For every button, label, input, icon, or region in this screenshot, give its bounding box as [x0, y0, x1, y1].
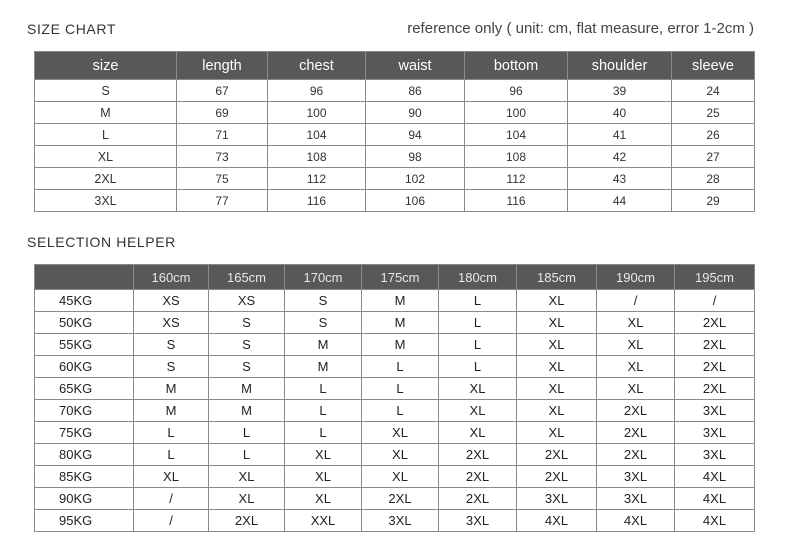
- weight-row-label: 95KG: [35, 510, 134, 532]
- table-cell: XL: [517, 378, 597, 400]
- weight-row-label: 70KG: [35, 400, 134, 422]
- weight-row-label: 80KG: [35, 444, 134, 466]
- table-cell: 2XL: [675, 378, 755, 400]
- height-header: 160cm: [134, 265, 209, 290]
- table-cell: L: [362, 400, 439, 422]
- size-row-label: XL: [35, 146, 177, 168]
- table-cell: XL: [362, 466, 439, 488]
- table-cell: 39: [568, 80, 672, 102]
- size-row-label: 3XL: [35, 190, 177, 212]
- weight-row: [35, 444, 755, 466]
- table-cell: M: [285, 356, 362, 378]
- weight-row: [35, 312, 755, 334]
- table-cell: S: [209, 356, 285, 378]
- table-cell: 98: [366, 146, 465, 168]
- table-cell: XL: [517, 290, 597, 312]
- size-row: [35, 190, 755, 212]
- table-cell: 4XL: [517, 510, 597, 532]
- table-cell: 29: [672, 190, 755, 212]
- table-cell: L: [134, 422, 209, 444]
- table-cell: XL: [209, 466, 285, 488]
- table-cell: XL: [517, 422, 597, 444]
- table-cell: M: [134, 400, 209, 422]
- table-cell: 27: [672, 146, 755, 168]
- table-cell: 116: [465, 190, 568, 212]
- table-cell: 3XL: [675, 400, 755, 422]
- table-cell: /: [134, 488, 209, 510]
- table-cell: 2XL: [675, 334, 755, 356]
- table-cell: L: [285, 400, 362, 422]
- table-cell: XL: [517, 334, 597, 356]
- weight-row: [35, 422, 755, 444]
- weight-row-label: 60KG: [35, 356, 134, 378]
- corner-cell: [35, 265, 134, 290]
- table-cell: /: [675, 290, 755, 312]
- table-cell: 4XL: [675, 510, 755, 532]
- table-cell: 112: [465, 168, 568, 190]
- column-header: bottom: [465, 52, 568, 80]
- size-row-label: S: [35, 80, 177, 102]
- table-cell: 2XL: [675, 312, 755, 334]
- size-row: [35, 80, 755, 102]
- table-cell: M: [285, 334, 362, 356]
- table-cell: 40: [568, 102, 672, 124]
- size-chart-table: [34, 51, 755, 212]
- height-header: 190cm: [597, 265, 675, 290]
- size-row: [35, 146, 755, 168]
- table-cell: /: [134, 510, 209, 532]
- column-header: waist: [366, 52, 465, 80]
- table-cell: 100: [268, 102, 366, 124]
- selection-helper-table: [34, 264, 755, 532]
- table-cell: 96: [268, 80, 366, 102]
- table-cell: 3XL: [597, 488, 675, 510]
- table-cell: M: [134, 378, 209, 400]
- weight-row-label: 90KG: [35, 488, 134, 510]
- table-cell: 3XL: [597, 466, 675, 488]
- table-cell: M: [362, 312, 439, 334]
- table-cell: XL: [597, 334, 675, 356]
- table-cell: 42: [568, 146, 672, 168]
- weight-row: [35, 378, 755, 400]
- table-cell: L: [362, 378, 439, 400]
- table-cell: L: [439, 290, 517, 312]
- weight-row: [35, 488, 755, 510]
- height-header: 165cm: [209, 265, 285, 290]
- table-cell: 108: [465, 146, 568, 168]
- height-header: 170cm: [285, 265, 362, 290]
- table-cell: 3XL: [362, 510, 439, 532]
- table-cell: 44: [568, 190, 672, 212]
- table-cell: XL: [362, 444, 439, 466]
- table-cell: XL: [597, 356, 675, 378]
- table-cell: L: [209, 422, 285, 444]
- size-row: [35, 124, 755, 146]
- weight-row: [35, 400, 755, 422]
- height-header: 175cm: [362, 265, 439, 290]
- table-cell: 112: [268, 168, 366, 190]
- table-cell: 2XL: [597, 422, 675, 444]
- table-cell: 94: [366, 124, 465, 146]
- size-row: [35, 102, 755, 124]
- table-cell: 116: [268, 190, 366, 212]
- table-cell: 3XL: [675, 444, 755, 466]
- table-cell: L: [362, 356, 439, 378]
- weight-row-label: 85KG: [35, 466, 134, 488]
- size-row-label: M: [35, 102, 177, 124]
- size-chart-title: SIZE CHART: [27, 21, 116, 37]
- weight-row-label: 55KG: [35, 334, 134, 356]
- table-cell: S: [285, 290, 362, 312]
- weight-row-label: 45KG: [35, 290, 134, 312]
- table-cell: M: [209, 400, 285, 422]
- table-cell: L: [209, 444, 285, 466]
- table-cell: 2XL: [362, 488, 439, 510]
- table-cell: 2XL: [597, 444, 675, 466]
- table-cell: XS: [209, 290, 285, 312]
- table-cell: XL: [517, 400, 597, 422]
- table-cell: 41: [568, 124, 672, 146]
- table-cell: 104: [268, 124, 366, 146]
- table-cell: 2XL: [439, 466, 517, 488]
- column-header: length: [177, 52, 268, 80]
- weight-row: [35, 510, 755, 532]
- table-cell: 73: [177, 146, 268, 168]
- size-chart-header-row: [35, 52, 755, 80]
- table-cell: 4XL: [597, 510, 675, 532]
- weight-row: [35, 466, 755, 488]
- column-header: shoulder: [568, 52, 672, 80]
- height-header: 180cm: [439, 265, 517, 290]
- table-cell: 96: [465, 80, 568, 102]
- selection-helper-title: SELECTION HELPER: [27, 234, 176, 250]
- size-row-label: L: [35, 124, 177, 146]
- table-cell: XL: [285, 444, 362, 466]
- table-cell: 2XL: [517, 444, 597, 466]
- table-cell: XL: [439, 400, 517, 422]
- table-cell: XL: [285, 466, 362, 488]
- table-cell: 43: [568, 168, 672, 190]
- table-cell: 2XL: [517, 466, 597, 488]
- weight-row: [35, 334, 755, 356]
- column-header: chest: [268, 52, 366, 80]
- table-cell: 90: [366, 102, 465, 124]
- table-cell: XXL: [285, 510, 362, 532]
- weight-row: [35, 356, 755, 378]
- table-cell: 4XL: [675, 466, 755, 488]
- table-cell: M: [362, 334, 439, 356]
- table-cell: XL: [362, 422, 439, 444]
- height-header: 195cm: [675, 265, 755, 290]
- table-cell: XL: [597, 378, 675, 400]
- table-cell: XL: [134, 466, 209, 488]
- table-cell: 77: [177, 190, 268, 212]
- table-cell: L: [439, 334, 517, 356]
- table-cell: 106: [366, 190, 465, 212]
- table-cell: L: [134, 444, 209, 466]
- table-cell: L: [439, 356, 517, 378]
- table-cell: L: [439, 312, 517, 334]
- table-cell: 3XL: [517, 488, 597, 510]
- size-row: [35, 168, 755, 190]
- table-cell: 67: [177, 80, 268, 102]
- table-cell: 3XL: [675, 422, 755, 444]
- table-cell: 28: [672, 168, 755, 190]
- column-header: sleeve: [672, 52, 755, 80]
- table-cell: 26: [672, 124, 755, 146]
- table-cell: 104: [465, 124, 568, 146]
- table-cell: 71: [177, 124, 268, 146]
- table-cell: M: [209, 378, 285, 400]
- table-cell: M: [362, 290, 439, 312]
- table-cell: 75: [177, 168, 268, 190]
- table-cell: XL: [285, 488, 362, 510]
- table-cell: 102: [366, 168, 465, 190]
- size-row-label: 2XL: [35, 168, 177, 190]
- weight-row: [35, 290, 755, 312]
- table-cell: 25: [672, 102, 755, 124]
- table-cell: 4XL: [675, 488, 755, 510]
- table-cell: L: [285, 422, 362, 444]
- table-cell: 24: [672, 80, 755, 102]
- table-cell: XS: [134, 290, 209, 312]
- table-cell: 2XL: [675, 356, 755, 378]
- table-cell: L: [285, 378, 362, 400]
- table-cell: S: [134, 356, 209, 378]
- table-cell: S: [209, 312, 285, 334]
- table-cell: 2XL: [439, 488, 517, 510]
- table-cell: XL: [517, 312, 597, 334]
- selection-helper-header-row: [35, 265, 755, 290]
- measurement-note: reference only ( unit: cm, flat measure, error 1-2cm ): [407, 20, 754, 37]
- table-cell: XL: [439, 422, 517, 444]
- height-header: 185cm: [517, 265, 597, 290]
- table-cell: 2XL: [439, 444, 517, 466]
- table-cell: XS: [134, 312, 209, 334]
- weight-row-label: 65KG: [35, 378, 134, 400]
- table-cell: XL: [439, 378, 517, 400]
- table-cell: S: [285, 312, 362, 334]
- table-cell: 2XL: [209, 510, 285, 532]
- table-cell: 86: [366, 80, 465, 102]
- table-cell: 2XL: [597, 400, 675, 422]
- table-cell: 108: [268, 146, 366, 168]
- weight-row-label: 75KG: [35, 422, 134, 444]
- table-cell: 100: [465, 102, 568, 124]
- table-cell: 69: [177, 102, 268, 124]
- table-cell: /: [597, 290, 675, 312]
- table-cell: XL: [209, 488, 285, 510]
- column-header: size: [35, 52, 177, 80]
- weight-row-label: 50KG: [35, 312, 134, 334]
- table-cell: S: [134, 334, 209, 356]
- table-cell: S: [209, 334, 285, 356]
- table-cell: XL: [597, 312, 675, 334]
- table-cell: 3XL: [439, 510, 517, 532]
- table-cell: XL: [517, 356, 597, 378]
